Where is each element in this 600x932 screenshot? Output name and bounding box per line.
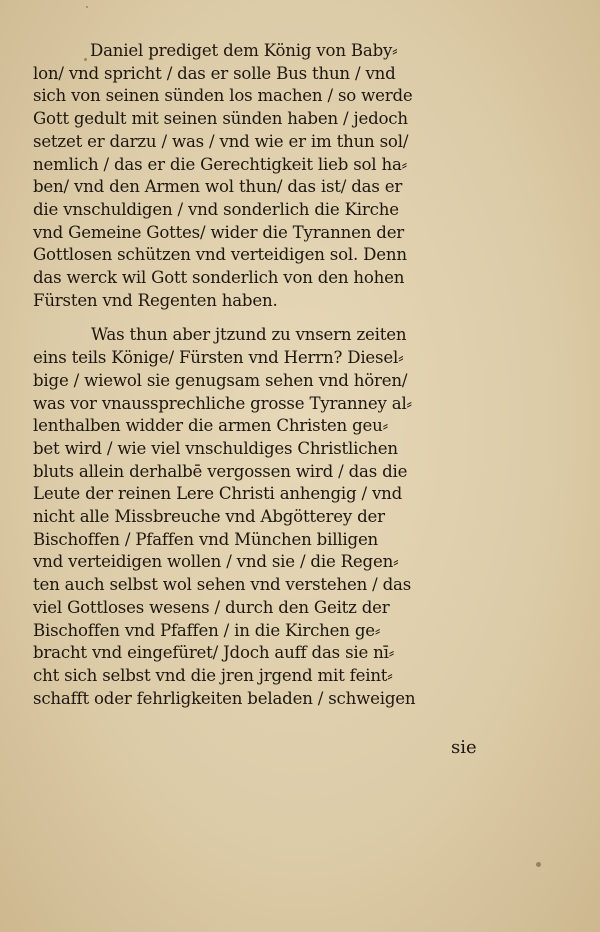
body-text: [33, 40, 488, 710]
text-line: das werck wil Gott sonderlich von den hohen: [33, 268, 405, 288]
text-line: was vor vnaussprechliche grosse Tyranney al⸗: [33, 393, 412, 413]
text-line: Gottlosen schützen vnd verteidigen sol. Denn: [33, 245, 407, 265]
text-line: die vnschuldigen / vnd sonderlich die Kirche: [33, 199, 399, 219]
text-line: lon/ vnd spricht / das er solle Bus thun / vnd: [33, 63, 396, 83]
text-line: cht sich selbst vnd die jren jrgend mit feint⸗: [33, 665, 393, 685]
paper-speck: [536, 862, 541, 867]
text-line: Gott gedult mit seinen sünden haben / jedoch: [33, 109, 408, 129]
paragraph-1: [33, 40, 488, 312]
text-line: bige / wiewol sie genugsam sehen vnd hören/: [33, 370, 408, 390]
text-line: Was thun aber jtzund zu vnsern zeiten: [91, 325, 407, 345]
text-line: bet wird / wie viel vnschuldiges Christlichen: [33, 438, 398, 458]
catchword: sie: [451, 737, 477, 758]
text-line: schafft oder fehrligkeiten beladen / schweigen: [33, 688, 416, 708]
text-line: Fürsten vnd Regenten haben.: [33, 290, 278, 310]
text-line: Leute der reinen Lere Christi anhengig / vnd: [33, 484, 403, 504]
text-line: Bischoffen vnd Pfaffen / in die Kirchen ge⸗: [33, 620, 381, 640]
text-line: bracht vnd eingefüret/ Jdoch auff das sie nī⸗: [33, 643, 395, 663]
text-line: viel Gottloses wesens / durch den Geitz der: [33, 597, 390, 617]
paragraph-2: [33, 324, 488, 710]
text-line: lenthalben widder die armen Christen geu⸗: [33, 416, 388, 436]
text-line: nemlich / das er die Gerechtigkeit lieb sol ha⸗: [33, 154, 407, 174]
text-line: sich von seinen sünden los machen / so werde: [33, 86, 413, 106]
text-line: nicht alle Missbreuche vnd Abgötterey der: [33, 507, 385, 527]
text-line: bluts allein derhalbē vergossen wird / das die: [33, 461, 408, 481]
text-line: eins teils Könige/ Fürsten vnd Herrn? Diesel⸗: [33, 348, 404, 368]
text-line: vnd Gemeine Gottes/ wider die Tyrannen der: [33, 222, 405, 242]
text-line: setzet er darzu / was / vnd wie er im thun sol/: [33, 131, 409, 151]
text-line: Daniel prediget dem König von Baby⸗: [90, 41, 398, 60]
text-line: Bischoffen / Pfaffen vnd München billigen: [33, 529, 379, 549]
text-line: vnd verteidigen wollen / vnd sie / die Regen⸗: [33, 552, 399, 572]
paper-speck: [86, 6, 88, 8]
text-line: ten auch selbst wol sehen vnd verstehen / das: [33, 575, 412, 595]
text-line: ben/ vnd den Armen wol thun/ das ist/ das er: [33, 177, 403, 197]
